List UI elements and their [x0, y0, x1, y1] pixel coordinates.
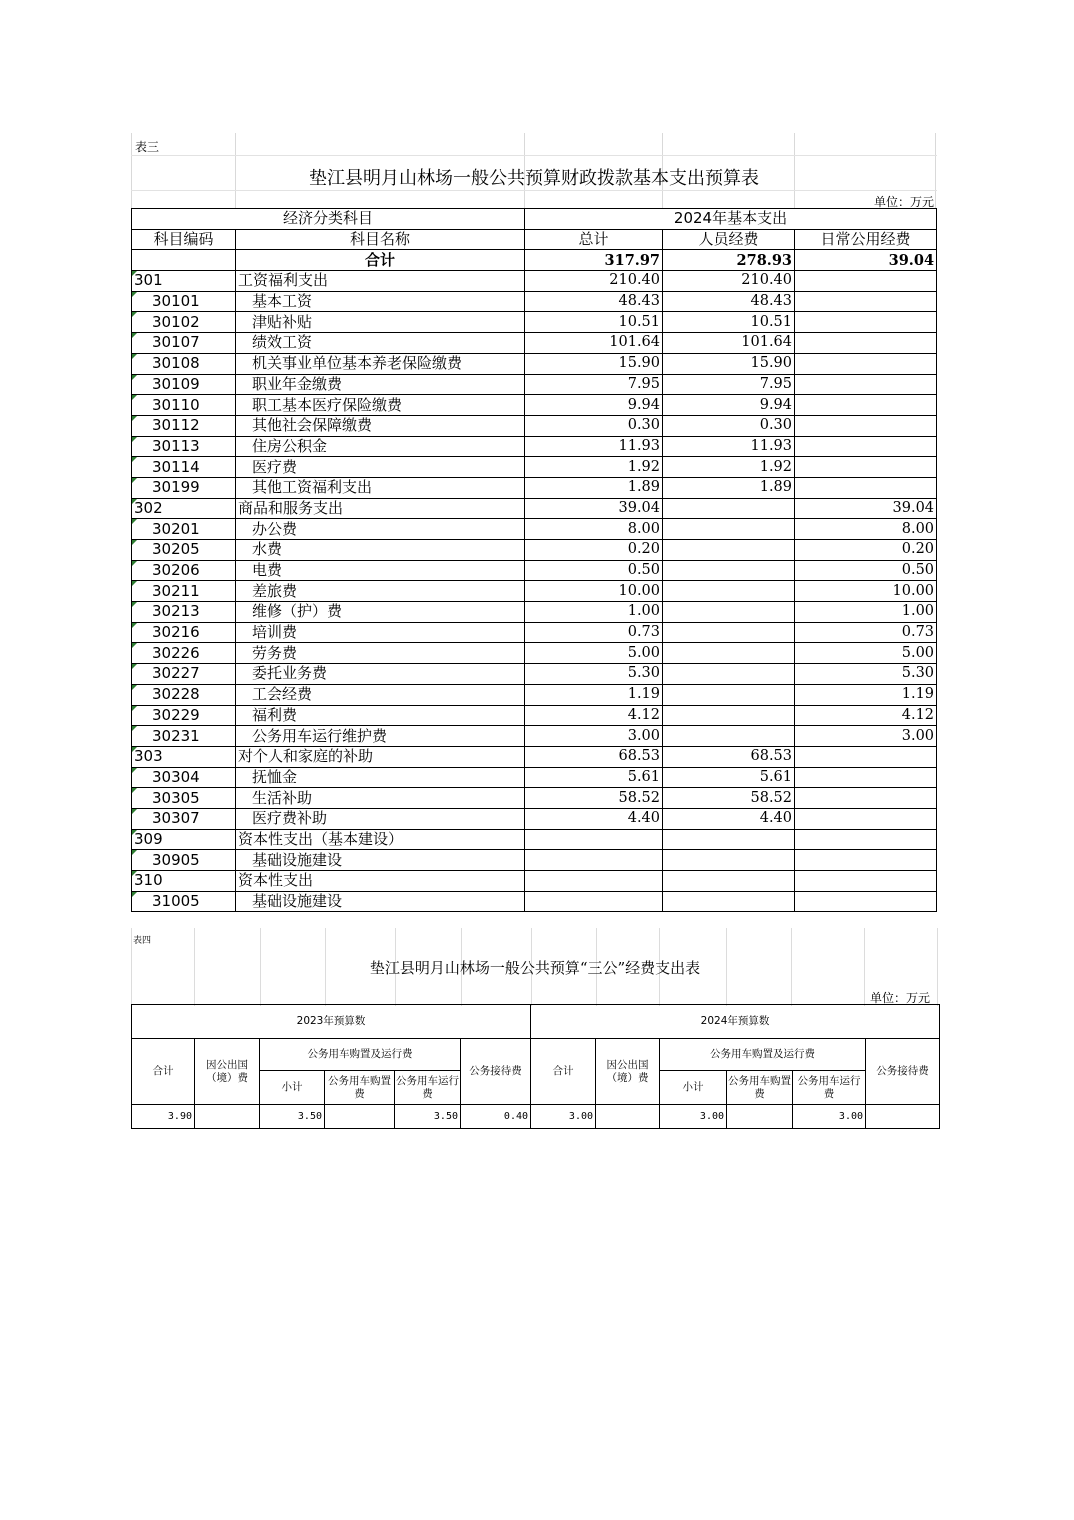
row-total: 0.50: [525, 560, 663, 581]
total-personnel: 278.93: [663, 250, 795, 271]
table-row: [132, 540, 937, 561]
table3-total-row: [132, 250, 937, 271]
row-name: 机关事业单位基本养老保险缴费: [236, 353, 525, 374]
row-public: [795, 891, 937, 912]
table-row: [132, 684, 937, 705]
row-personnel: 101.64: [663, 333, 795, 354]
table-row: [132, 726, 937, 747]
h2024-purchase: 公务用车购置费: [727, 1071, 793, 1105]
table-row: [132, 581, 937, 602]
row-total: 1.00: [525, 602, 663, 623]
v2024-abroad: [596, 1105, 660, 1129]
row-code: 30305: [132, 788, 236, 809]
row-code: 30206: [132, 560, 236, 581]
table3-basic-expenditure: [131, 208, 937, 912]
row-code: 30216: [132, 622, 236, 643]
row-personnel: [663, 519, 795, 540]
row-code: 31005: [132, 891, 236, 912]
header-total: 总计: [525, 229, 663, 250]
table4-three-public-expenses: [131, 1004, 940, 1129]
row-total: 11.93: [525, 436, 663, 457]
row-code: 30201: [132, 519, 236, 540]
header-public: 日常公用经费: [795, 229, 937, 250]
row-public: 0.50: [795, 560, 937, 581]
row-personnel: 5.61: [663, 767, 795, 788]
v2024-reception: [866, 1105, 940, 1129]
row-personnel: [663, 829, 795, 850]
row-personnel: [663, 705, 795, 726]
row-total: 101.64: [525, 333, 663, 354]
v2023-purchase: [325, 1105, 395, 1129]
row-total: 7.95: [525, 374, 663, 395]
v2024-operation: 3.00: [793, 1105, 866, 1129]
row-public: [795, 808, 937, 829]
table-row: [132, 808, 937, 829]
row-code: 30110: [132, 395, 236, 416]
row-name: 办公费: [236, 519, 525, 540]
table-row: [132, 767, 937, 788]
row-public: [795, 271, 937, 292]
row-code: 30199: [132, 477, 236, 498]
row-name: 培训费: [236, 622, 525, 643]
table3-unit: 单位：万元: [873, 195, 934, 209]
row-public: 5.00: [795, 643, 937, 664]
row-total: 8.00: [525, 519, 663, 540]
table-row: [132, 395, 937, 416]
row-public: [795, 829, 937, 850]
header-econ-category: 经济分类科目: [132, 209, 525, 230]
row-code: 30102: [132, 312, 236, 333]
row-public: 3.00: [795, 726, 937, 747]
h2024-total: 合计: [531, 1039, 596, 1105]
row-public: [795, 415, 937, 436]
row-name: 劳务费: [236, 643, 525, 664]
h2023-operation: 公务用车运行费: [395, 1071, 461, 1105]
row-code: 30227: [132, 664, 236, 685]
table-row: [132, 271, 937, 292]
table-row: [132, 829, 937, 850]
row-public: 4.12: [795, 705, 937, 726]
row-code: 30213: [132, 602, 236, 623]
row-public: [795, 871, 937, 892]
row-name: 公务用车运行维护费: [236, 726, 525, 747]
table3-header-row-1: [132, 209, 937, 230]
row-public: [795, 788, 937, 809]
row-code: 30113: [132, 436, 236, 457]
table-row: [132, 664, 937, 685]
row-code: 301: [132, 271, 236, 292]
table3-label: 表三: [135, 140, 160, 154]
row-personnel: 11.93: [663, 436, 795, 457]
v2023-operation: 3.50: [395, 1105, 461, 1129]
row-total: 39.04: [525, 498, 663, 519]
row-personnel: [663, 540, 795, 561]
row-public: [795, 746, 937, 767]
row-total: 68.53: [525, 746, 663, 767]
row-personnel: 7.95: [663, 374, 795, 395]
row-name: 资本性支出: [236, 871, 525, 892]
table4-title: 垫江县明月山林场一般公共预算“三公”经费支出表: [369, 959, 701, 977]
row-name: 工资福利支出: [236, 271, 525, 292]
row-personnel: 48.43: [663, 291, 795, 312]
row-name: 抚恤金: [236, 767, 525, 788]
row-total: 4.40: [525, 808, 663, 829]
row-total: 5.30: [525, 664, 663, 685]
v2024-total: 3.00: [531, 1105, 596, 1129]
row-name: 基础设施建设: [236, 891, 525, 912]
row-name: 绩效工资: [236, 333, 525, 354]
v2023-subtotal: 3.50: [260, 1105, 325, 1129]
row-name: 水费: [236, 540, 525, 561]
row-name: 生活补助: [236, 788, 525, 809]
table-row: [132, 891, 937, 912]
h2024-operation: 公务用车运行费: [793, 1071, 866, 1105]
table-row: [132, 519, 937, 540]
row-personnel: [663, 622, 795, 643]
row-personnel: 210.40: [663, 271, 795, 292]
row-code: 30304: [132, 767, 236, 788]
row-name: 商品和服务支出: [236, 498, 525, 519]
row-code: 30226: [132, 643, 236, 664]
table4-header-row-2: [132, 1039, 940, 1071]
row-total: [525, 850, 663, 871]
table-row: [132, 788, 937, 809]
row-name: 医疗费: [236, 457, 525, 478]
row-name: 津贴补贴: [236, 312, 525, 333]
row-public: 0.20: [795, 540, 937, 561]
row-name: 职业年金缴费: [236, 374, 525, 395]
row-code: 30114: [132, 457, 236, 478]
row-name: 电费: [236, 560, 525, 581]
row-total: 210.40: [525, 271, 663, 292]
table-row: [132, 353, 937, 374]
table4-label: 表四: [133, 936, 152, 946]
row-code: 30229: [132, 705, 236, 726]
row-code: 30211: [132, 581, 236, 602]
row-personnel: [663, 560, 795, 581]
row-personnel: 9.94: [663, 395, 795, 416]
row-personnel: [663, 850, 795, 871]
row-public: [795, 312, 937, 333]
table-row: [132, 457, 937, 478]
row-total: 1.92: [525, 457, 663, 478]
h2023-total: 合计: [132, 1039, 195, 1105]
h2024-abroad: 因公出国（境）费: [596, 1039, 660, 1105]
row-name: 对个人和家庭的补助: [236, 746, 525, 767]
row-code: 310: [132, 871, 236, 892]
row-public: [795, 291, 937, 312]
header-code: 科目编码: [132, 229, 236, 250]
row-total: 5.00: [525, 643, 663, 664]
row-public: [795, 374, 937, 395]
table-row: [132, 333, 937, 354]
row-code: 30107: [132, 333, 236, 354]
table4-unit: 单位：万元: [870, 991, 931, 1005]
h2024-vehicle-group: 公务用车购置及运行费: [660, 1039, 866, 1071]
table-row: [132, 746, 937, 767]
row-name: 工会经费: [236, 684, 525, 705]
table-row: [132, 291, 937, 312]
table-row: [132, 643, 937, 664]
h2023-purchase: 公务用车购置费: [325, 1071, 395, 1105]
row-public: [795, 333, 937, 354]
table3-header-row-2: [132, 229, 937, 250]
row-public: [795, 395, 937, 416]
row-total: 10.00: [525, 581, 663, 602]
h2023-vehicle-group: 公务用车购置及运行费: [260, 1039, 461, 1071]
v2024-subtotal: 3.00: [660, 1105, 727, 1129]
row-code: 30112: [132, 415, 236, 436]
table-row: [132, 560, 937, 581]
table-row: [132, 622, 937, 643]
v2023-total: 3.90: [132, 1105, 195, 1129]
row-personnel: [663, 643, 795, 664]
row-total: 5.61: [525, 767, 663, 788]
row-code: 30231: [132, 726, 236, 747]
row-personnel: 1.89: [663, 477, 795, 498]
row-total: [525, 891, 663, 912]
row-personnel: [663, 498, 795, 519]
row-total: [525, 829, 663, 850]
row-personnel: [663, 871, 795, 892]
row-total: 1.89: [525, 477, 663, 498]
table4-value-row: [132, 1105, 940, 1129]
row-public: 8.00: [795, 519, 937, 540]
row-personnel: [663, 726, 795, 747]
row-name: 资本性支出（基本建设）: [236, 829, 525, 850]
row-total: 9.94: [525, 395, 663, 416]
table-row: [132, 871, 937, 892]
h2023-subtotal: 小计: [260, 1071, 325, 1105]
table-row: [132, 436, 937, 457]
h2023-abroad: 因公出国（境）费: [195, 1039, 260, 1105]
row-code: 30108: [132, 353, 236, 374]
row-total: 48.43: [525, 291, 663, 312]
row-personnel: [663, 581, 795, 602]
table3-title: 垫江县明月山林场一般公共预算财政拨款基本支出预算表: [309, 168, 759, 189]
table-row: [132, 850, 937, 871]
total-public: 39.04: [795, 250, 937, 271]
v2024-purchase: [727, 1105, 793, 1129]
row-personnel: [663, 891, 795, 912]
header-2024-basic: 2024年基本支出: [525, 209, 937, 230]
h2024-subtotal: 小计: [660, 1071, 727, 1105]
row-code: 302: [132, 498, 236, 519]
row-public: 5.30: [795, 664, 937, 685]
row-name: 职工基本医疗保险缴费: [236, 395, 525, 416]
row-public: [795, 353, 937, 374]
table-row: [132, 312, 937, 333]
header-2024: 2024年预算数: [531, 1005, 940, 1039]
row-public: [795, 457, 937, 478]
row-personnel: 15.90: [663, 353, 795, 374]
row-personnel: 4.40: [663, 808, 795, 829]
table-row: [132, 602, 937, 623]
header-name: 科目名称: [236, 229, 525, 250]
row-total: 10.51: [525, 312, 663, 333]
row-total: 1.19: [525, 684, 663, 705]
row-name: 委托业务费: [236, 664, 525, 685]
row-code: 30109: [132, 374, 236, 395]
row-personnel: 68.53: [663, 746, 795, 767]
row-total: 0.30: [525, 415, 663, 436]
row-code: 30205: [132, 540, 236, 561]
row-name: 其他工资福利支出: [236, 477, 525, 498]
row-total: 4.12: [525, 705, 663, 726]
table4-header-row-1: [132, 1005, 940, 1039]
row-total: 0.20: [525, 540, 663, 561]
row-total: 58.52: [525, 788, 663, 809]
row-public: [795, 477, 937, 498]
row-code: 30307: [132, 808, 236, 829]
row-public: [795, 767, 937, 788]
row-code: 303: [132, 746, 236, 767]
row-public: 1.00: [795, 602, 937, 623]
row-name: 其他社会保障缴费: [236, 415, 525, 436]
row-public: 0.73: [795, 622, 937, 643]
row-personnel: 1.92: [663, 457, 795, 478]
table-row: [132, 415, 937, 436]
row-personnel: 0.30: [663, 415, 795, 436]
total-label: 合计: [236, 250, 525, 271]
table-row: [132, 477, 937, 498]
row-code: 30101: [132, 291, 236, 312]
row-public: 10.00: [795, 581, 937, 602]
v2023-reception: 0.40: [461, 1105, 531, 1129]
row-name: 住房公积金: [236, 436, 525, 457]
row-total: 3.00: [525, 726, 663, 747]
header-2023: 2023年预算数: [132, 1005, 531, 1039]
row-public: 1.19: [795, 684, 937, 705]
h2023-reception: 公务接待费: [461, 1039, 531, 1105]
header-personnel: 人员经费: [663, 229, 795, 250]
row-public: 39.04: [795, 498, 937, 519]
table-row: [132, 705, 937, 726]
row-code: 30905: [132, 850, 236, 871]
h2024-reception: 公务接待费: [866, 1039, 940, 1105]
row-name: 基础设施建设: [236, 850, 525, 871]
row-total: [525, 871, 663, 892]
row-name: 医疗费补助: [236, 808, 525, 829]
row-total: 15.90: [525, 353, 663, 374]
v2023-abroad: [195, 1105, 260, 1129]
row-code: 30228: [132, 684, 236, 705]
total-sum: 317.97: [525, 250, 663, 271]
row-public: [795, 436, 937, 457]
row-name: 差旅费: [236, 581, 525, 602]
row-name: 维修（护）费: [236, 602, 525, 623]
row-name: 基本工资: [236, 291, 525, 312]
table-row: [132, 374, 937, 395]
row-code: 309: [132, 829, 236, 850]
row-total: 0.73: [525, 622, 663, 643]
row-personnel: 10.51: [663, 312, 795, 333]
row-personnel: [663, 602, 795, 623]
row-personnel: 58.52: [663, 788, 795, 809]
table3-body: [132, 271, 937, 912]
row-name: 福利费: [236, 705, 525, 726]
table-row: [132, 498, 937, 519]
row-personnel: [663, 684, 795, 705]
row-public: [795, 850, 937, 871]
row-personnel: [663, 664, 795, 685]
